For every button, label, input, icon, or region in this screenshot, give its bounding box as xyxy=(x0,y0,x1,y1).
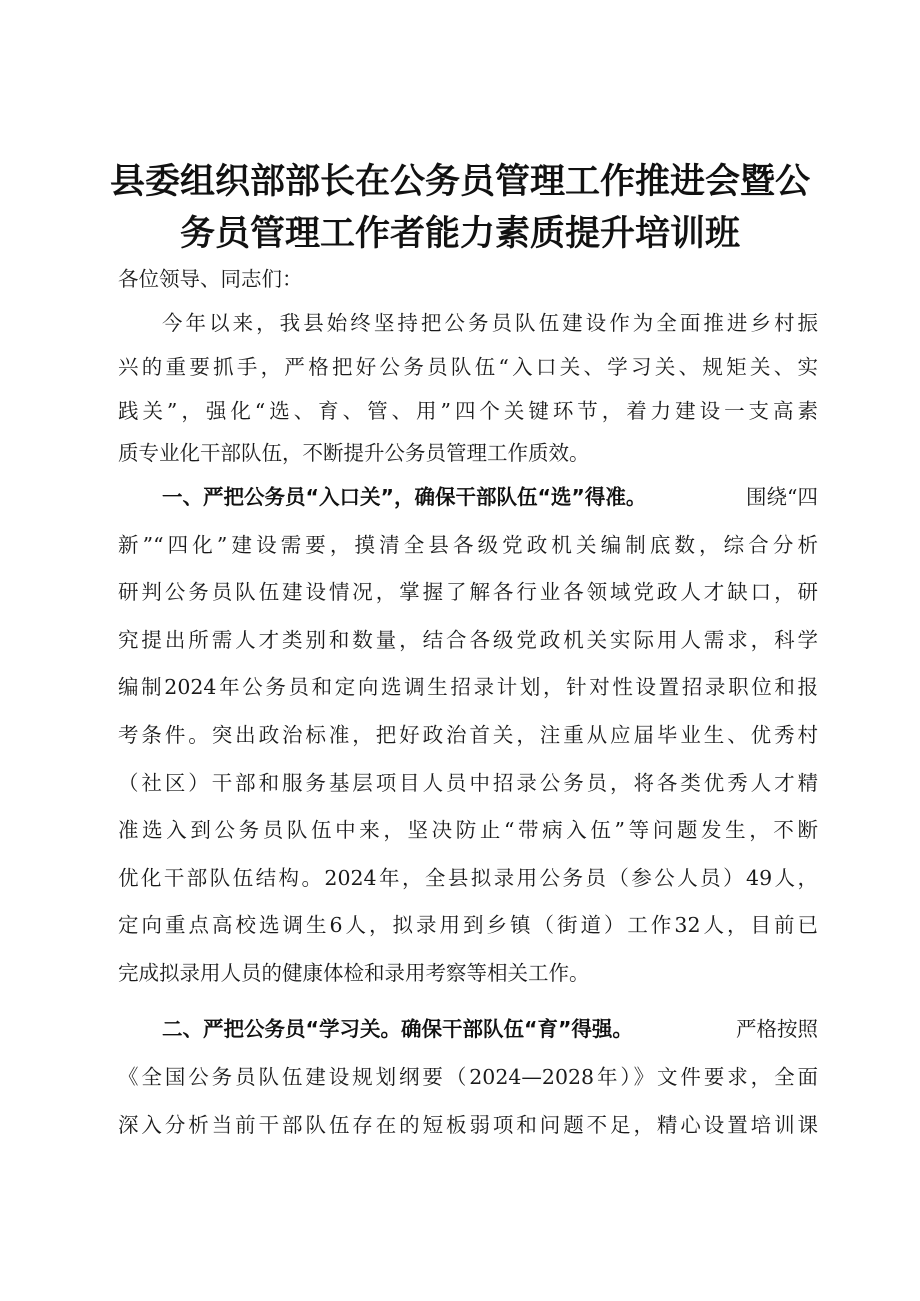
section1-line-2: 新”“四化”建设需要，摸清全县各级党政机关编制底数，综合分析 xyxy=(118,533,818,557)
section1-line-5: 编制2024年公务员和定向选调生招录计划，针对性设置招录职位和报 xyxy=(118,675,818,699)
document-title-line-1: 县委组织部部长在公务员管理工作推进会暨公 xyxy=(109,162,810,202)
section1-line-8: 准选入到公务员队伍中来，坚决防止“带病入伍”等问题发生，不断 xyxy=(118,818,818,842)
section1-first-line-rest: 围绕“四 xyxy=(746,485,818,509)
section1-line-3: 研判公务员队伍建设情况，掌握了解各行业各领域党政人才缺口，研 xyxy=(118,580,818,604)
section1-line-10: 定向重点高校选调生6人，拟录用到乡镇（街道）工作32人，目前已 xyxy=(118,913,818,937)
section1-first-line xyxy=(162,482,818,512)
document-title-line-2: 务员管理工作者能力素质提升培训班 xyxy=(179,214,740,254)
intro-line-3: 践关”，强化“选、育、管、用”四个关键环节，着力建设一支高素 xyxy=(118,399,818,423)
section2-first-line-rest: 严格按照 xyxy=(736,1017,818,1041)
intro-line-2: 兴的重要抓手，严格把好公务员队伍“入口关、学习关、规矩关、实 xyxy=(118,355,818,379)
section2-heading: 二、严把公务员“学习关。确保干部队伍“育”得强。 xyxy=(162,1017,633,1041)
section1-line-7: （社区）干部和服务基层项目人员中招录公务员，将各类优秀人才精 xyxy=(118,771,818,795)
section1-line-9: 优化干部队伍结构。2024年，全县拟录用公务员（参公人员）49人， xyxy=(118,866,818,890)
section2-line-2: 《全国公务员队伍建设规划纲要（2024—2028年）》文件要求，全面 xyxy=(118,1065,818,1089)
salutation: 各位领导、同志们： xyxy=(118,267,303,291)
section1-line-4: 究提出所需人才类别和数量，结合各级党政机关实际用人需求，科学 xyxy=(118,628,818,652)
intro-line-1: 今年以来，我县始终坚持把公务员队伍建设作为全面推进乡村振 xyxy=(162,311,818,335)
section2-line-3: 深入分析当前干部队伍存在的短板弱项和问题不足，精心设置培训课 xyxy=(118,1113,818,1137)
section1-heading: 一、严把公务员“入口关”，确保干部队伍“选”得准。 xyxy=(162,485,647,509)
section1-line-11: 完成拟录用人员的健康体检和录用考察等相关工作。 xyxy=(118,961,590,985)
intro-line-4: 质专业化干部队伍，不断提升公务员管理工作质效。 xyxy=(118,441,590,465)
section2-first-line xyxy=(162,1014,818,1044)
section1-line-6: 考条件。突出政治标准，把好政治首关，注重从应届毕业生、优秀村 xyxy=(118,723,818,747)
